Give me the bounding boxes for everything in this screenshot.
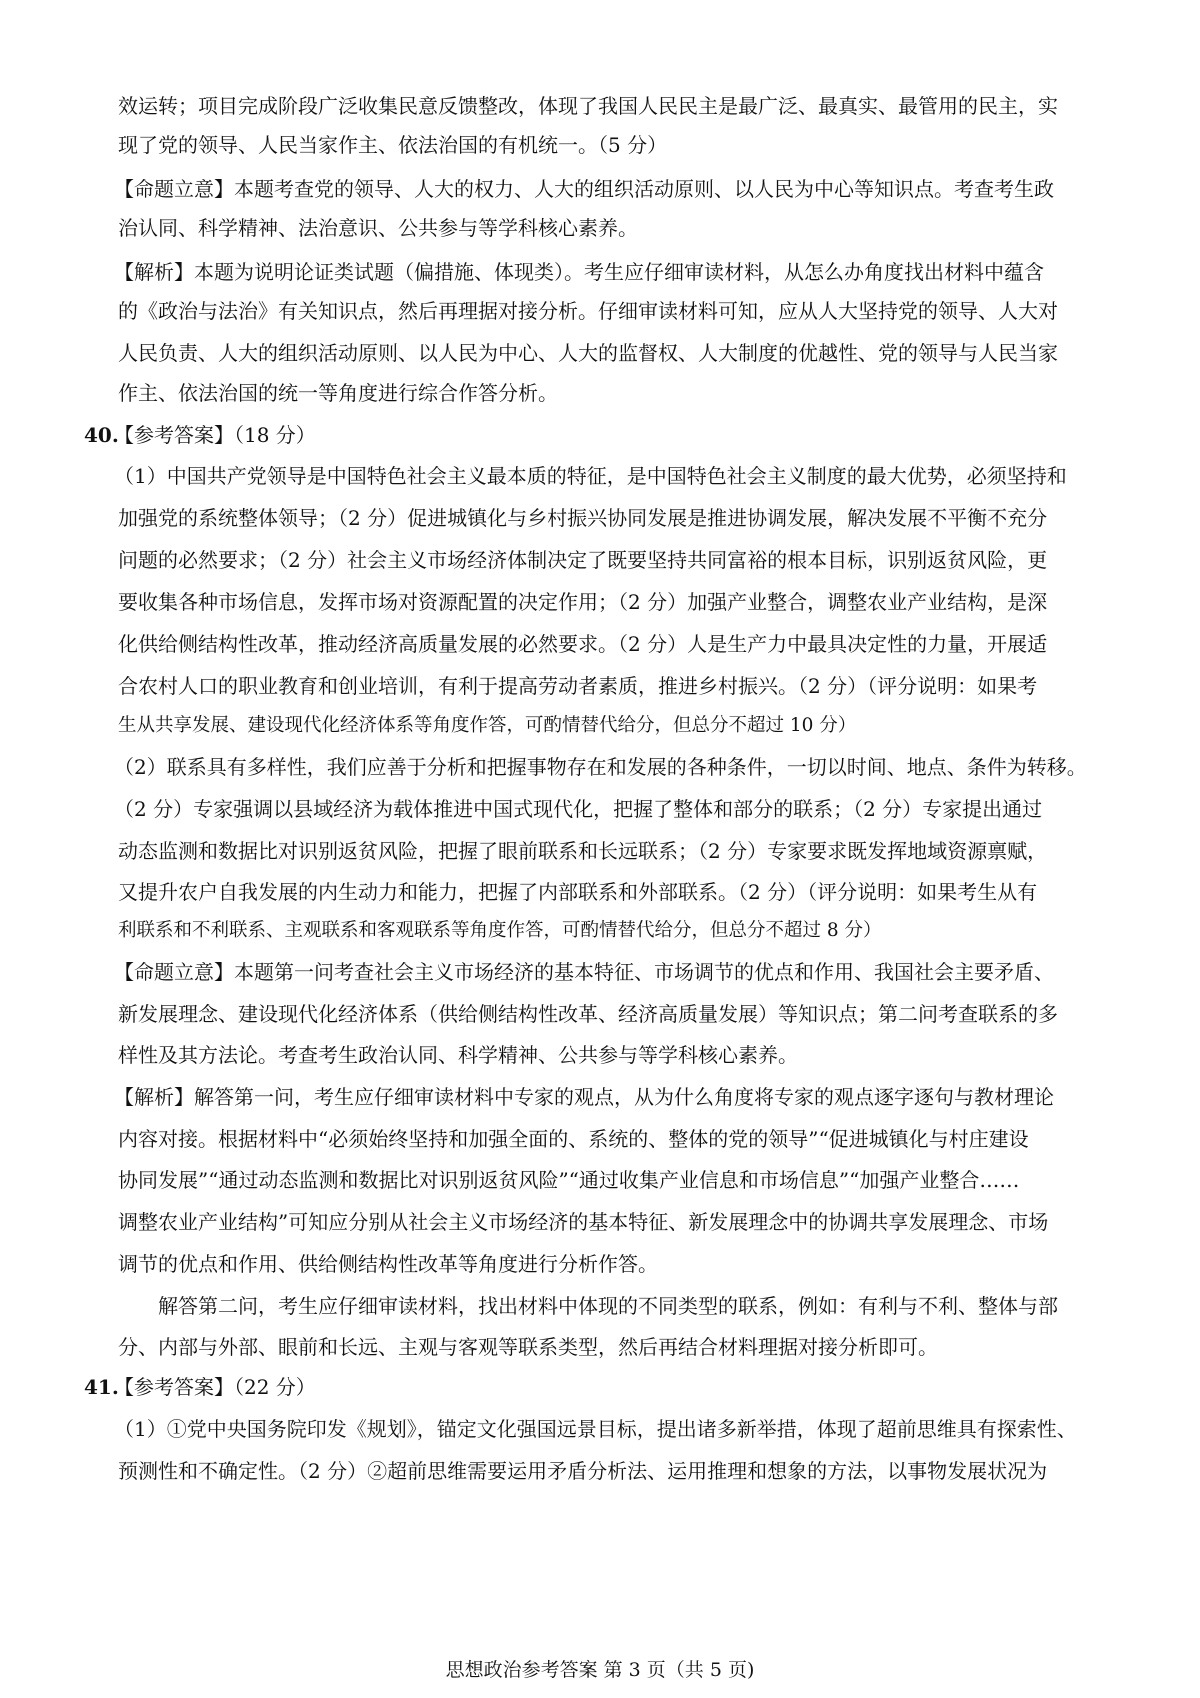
page-footer: 思想政治参考答案 第 3 页（共 5 页) xyxy=(445,1659,755,1681)
text-line: 问题的必然要求；（2 分）社会主义市场经济体制决定了既要坚持共同富裕的根本目标，识别返贫风险，更 xyxy=(118,548,1048,572)
text-line: 作主、依法治国的统一等角度进行综合作答分析。 xyxy=(118,381,558,405)
text-line: 又提升农户自我发展的内生动力和能力，把握了内部联系和外部联系。（2 分）（评分说明：如果考生从有 xyxy=(118,880,1038,904)
text-line: 动态监测和数据比对识别返贫风险，把握了眼前联系和长远联系；（2 分）专家要求既发挥地域资源禀赋， xyxy=(118,839,1048,863)
text-line: 的《政治与法治》有关知识点，然后再理据对接分析。仔细审读材料可知，应从人大坚持党的领导、人大对 xyxy=(118,299,1058,323)
text-line: 【解析】本题为说明论证类试题（偏措施、体现类）。考生应仔细审读材料，从怎么办角度找出材料中蕴含 xyxy=(114,260,1044,284)
text-line: （2）联系具有多样性，我们应善于分析和把握事物存在和发展的各种条件，一切以时间、地点、条件为转移。 xyxy=(114,755,1087,779)
text-line: （2 分）专家强调以县域经济为载体推进中国式现代化，把握了整体和部分的联系；（2 分）专家提出通过 xyxy=(114,797,1043,821)
question-number: 40. xyxy=(84,423,119,447)
answer-heading: 【参考答案】（18 分） xyxy=(114,423,316,447)
text-line: 效运转；项目完成阶段广泛收集民意反馈整改，体现了我国人民民主是最广泛、最真实、最管用的民主，实 xyxy=(118,94,1058,118)
text-line: 治认同、科学精神、法治意识、公共参与等学科核心素养。 xyxy=(118,216,638,240)
text-line: 要收集各种市场信息，发挥市场对资源配置的决定作用；（2 分）加强产业整合，调整农业产业结构，是深 xyxy=(118,590,1048,614)
answer-heading: 【参考答案】（22 分） xyxy=(114,1375,316,1399)
text-line: 人民负责、人大的组织活动原则、以人民为中心、人大的监督权、人大制度的优越性、党的领导与人民当家 xyxy=(118,341,1058,365)
scoring-note: 生从共享发展、建设现代化经济体系等角度作答，可酌情替代给分，但总分不超过 10 分） xyxy=(118,715,857,736)
text-line: 加强党的系统整体领导；（2 分）促进城镇化与乡村振兴协同发展是推进协调发展，解决发展不平衡不充分 xyxy=(118,506,1048,530)
text-line: 化供给侧结构性改革，推动经济高质量发展的必然要求。（2 分）人是生产力中最具决定性的力量，开展适 xyxy=(118,632,1048,656)
text-line: 合农村人口的职业教育和创业培训，有利于提高劳动者素质，推进乡村振兴。（2 分）（评分说明：如果考 xyxy=(118,674,1038,698)
text-line: 协同发展”“通过动态监测和数据比对识别返贫风险”“通过收集产业信息和市场信息”“加强产业整合…… xyxy=(118,1168,1020,1192)
text-line: 新发展理念、建设现代化经济体系（供给侧结构性改革、经济高质量发展）等知识点；第二问考查联系的多 xyxy=(118,1002,1058,1026)
text-line: 调节的优点和作用、供给侧结构性改革等角度进行分析作答。 xyxy=(118,1252,658,1276)
scoring-note: 利联系和不利联系、主观联系和客观联系等角度作答，可酌情替代给分，但总分不超过 8 分） xyxy=(118,920,882,941)
text-line: 解答第二问，考生应仔细审读材料，找出材料中体现的不同类型的联系，例如：有利与不利、整体与部 xyxy=(158,1294,1058,1318)
question-number: 41. xyxy=(84,1375,119,1399)
text-line: 分、内部与外部、眼前和长远、主观与客观等联系类型，然后再结合材料理据对接分析即可。 xyxy=(118,1335,938,1359)
text-line: 调整农业产业结构”可知应分别从社会主义市场经济的基本特征、新发展理念中的协调共享发展理念、市场 xyxy=(118,1210,1049,1234)
text-line: 【解析】解答第一问，考生应仔细审读材料中专家的观点，从为什么角度将专家的观点逐字逐句与教材理论 xyxy=(114,1085,1054,1109)
text-line: 样性及其方法论。考查考生政治认同、科学精神、公共参与等学科核心素养。 xyxy=(118,1043,798,1067)
text-line: 预测性和不确定性。（2 分）②超前思维需要运用矛盾分析法、运用推理和想象的方法，以事物发展状况为 xyxy=(118,1459,1048,1483)
text-line: 【命题立意】本题考查党的领导、人大的权力、人大的组织活动原则、以人民为中心等知识点。考查考生政 xyxy=(114,177,1054,201)
text-line: 内容对接。根据材料中“必须始终坚持和加强全面的、系统的、整体的党的领导”“促进城镇化与村庄建设 xyxy=(118,1127,1029,1151)
text-line: 现了党的领导、人民当家作主、依法治国的有机统一。（5 分） xyxy=(118,133,668,157)
text-line: 【命题立意】本题第一问考查社会主义市场经济的基本特征、市场调节的优点和作用、我国社会主要矛盾、 xyxy=(114,960,1054,984)
text-line: （1）①党中央国务院印发《规划》，锚定文化强国远景目标，提出诸多新举措，体现了超前思维具有探索性、 xyxy=(114,1417,1077,1441)
text-line: （1）中国共产党领导是中国特色社会主义最本质的特征，是中国特色社会主义制度的最大优势，必须坚持和 xyxy=(114,464,1067,488)
